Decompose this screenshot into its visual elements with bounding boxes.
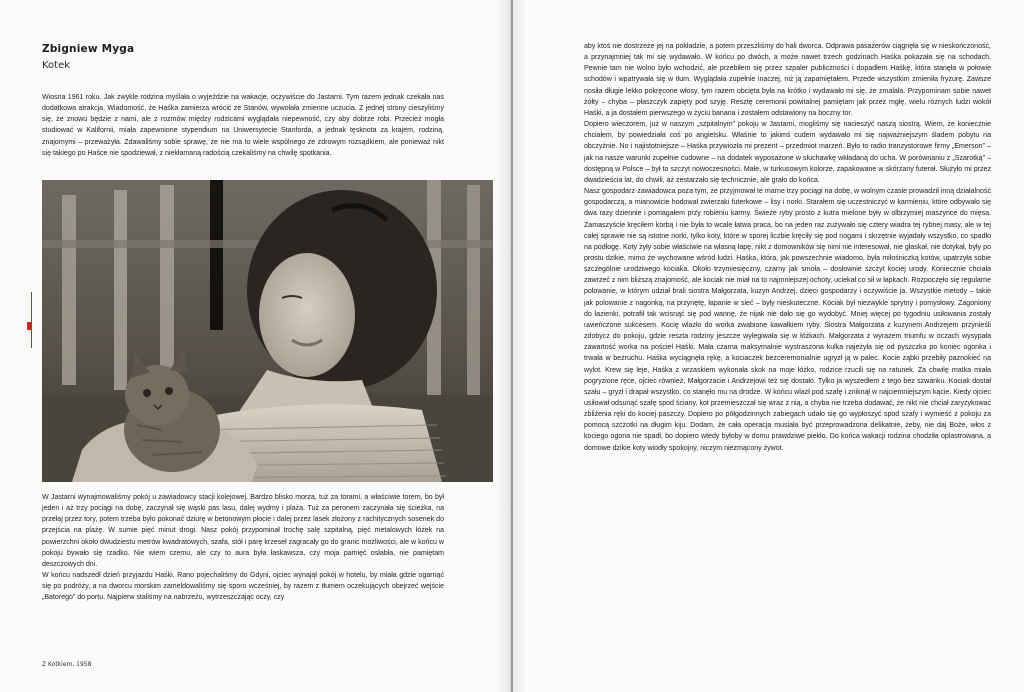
paragraph-arrival: W końcu nadszedł dzień przyjazdu Haśki. Rano pojechaliśmy do Gdyni, ojciec wynajął pokój w hotelu, by miała gdzie ogarnąć się po podróży, a na dworcu morskim zameldowaliśmy się sporo wcześniej, by razem z tłumem oczekujących obejrzeć wejście „Batorego” do portu. Najpierw staliśmy na nabrzeżu, wytrzeszczając oczy, czy bbox=[42, 572, 444, 602]
left-page bbox=[0, 0, 511, 692]
paragraph-harbor: aby ktoś nie dostrzeże jej na pokładzie, a potem przeszliśmy do hali dworca. Odprawa pasażerów ciągnęła się w nieskończoność, a przynajmniej tak mi się wydawało. W końcu po dwóch, a może nawet trzech godzinach Haśka pokazała się na schodach. Pewnie tam nie wolno było wchodzić, ale przebiłem się przez szpaler publiczności i dopadłem Haśkę, która stanęła w połowie schodów i wpatrywała się w tłum. Wyglądała zupełnie inaczej, niż ją zapamiętałem. Przede wszystkim zmieniła fryzurę. Zawsze nosiła długie lekko pokręcone włosy, tym razem obcięta była na krótko i wydawało mi się, że zmalała. Przypominam sobie nawet żółty – chyba – płaszczyk zapięty pod szyję. Resztę ceremonii powitalnej pamiętam jak przez mgłę, wielu różnych ludzi wokół Haśki, a ja dostałem pierwszego w życiu banana i zostałem odstawiony na boczny tor. bbox=[584, 43, 991, 117]
story-title: Kotek bbox=[42, 60, 71, 71]
author-name: Zbigniew Myga bbox=[42, 43, 135, 55]
paragraph-rooms: W Jastarni wynajmowaliśmy pokój u zawiadowcy stacji kolejowej. Bardzo blisko morza, tuż za torami, a właściwie torem, bo był jeden i aż trzy pociągi na dobę, zaczynał się wąski pas lasu, dalej wydmy i plaża. Tuż za peronem zaczynała się ścieżka, na przełaj przez tory, potem trzeba było pokonać dziurę w betonowym płocie i dalej przez lasek złożony z rachitycznych sosenek do przejścia na plażę. W sumie pięć minut drogi. Nasz pokój przypominał trochę salę szpitalną, pięć metalowych łóżek na powierzchni około dwudziestu metrów kwadratowych, szafa, stół i parę krzeseł zagracały go do granic możliwości, ale w końcu w pokoju bywało się rzadko. Nie wiem czemu, ale czy to aura była łaskawsza, czy moja pamięć osłabła, nie pamiętam deszczowych dni. bbox=[42, 494, 444, 568]
paragraph-jastarnia bbox=[42, 492, 444, 604]
paragraph-radio: Dopiero wieczorem, już w naszym „szpitalnym” pokoju w Jastarni, mogliśmy się nacieszyć naszą siostrą. Wiem, że koniecznie chciałem, by powiedziała coś po angielsku. Właśnie to jakimś cudem wydawało mi się najważniejszym śladem pobytu na obczyźnie. No i najistotniejsze – Haśka przywiozła mi prezent – przedmiot marzeń. Było to radio tranzystorowe firmy „Emerson” – jak na nasze warunki zupełnie cudowne – na dodatek wyposażone w słuchawkę wkładaną do ucha. W porównaniu z „Szarotką” – dostępną w Polsce – był to szczyt nowoczesności. Małe, w turkusowym kolorze, zapakowane w skórzany futerał. Służyło mi przez dwadzieścia lat, do chwili, aż zestarzało się technicznie, ale grało do końca. bbox=[584, 121, 991, 184]
section-marker bbox=[27, 322, 31, 330]
gutter-shadow bbox=[513, 0, 527, 692]
section-marker-line bbox=[31, 292, 32, 348]
gutter-shadow bbox=[496, 0, 510, 692]
photo-caption: Z Kotkiem, 1958 bbox=[42, 661, 92, 668]
photo-girl-with-cat bbox=[42, 180, 493, 482]
right-page bbox=[513, 0, 1024, 692]
paragraph-column-right bbox=[584, 41, 991, 454]
paragraph-kitten: Nasz gospodarz-zawiadowca poza tym, że przyjmował te marne trzy pociągi na dobę, w wolnym czasie prowadził inną działalność gospodarczą, a mianowicie hodował zwierzaki futerkowe – lisy i norki. Starałem się uczestniczyć w karmieniu, które odbywało się dwa razy dziennie i pomagałem przy robieniu karmy. Świeże ryby prosto z kutra mielone były w olbrzymiej maszynce do mięsa. Zamaszyście kręciłem korbą i nie była to wcale łatwa praca, bo na jeden raz zużywało się cztery wiadra tej rybnej masy, ale w tej całej sprawie nie są istotne norki, tylko koty, które w sporej liczbie kręciły się pod nogami i skrzętnie wyjadały wszystko, co spadło na podłogę. Koty żyły sobie właściwie na własną łapę, nikt z domowników się nimi nie interesował, nie głaskał, nie dotykał, były po prostu dzikie, mimo że wychowane wśród ludzi. Haśka, która, jak powszechnie wiadomo, była miłośniczką kotów, upatrzyła sobie szczególnie urodziwego kociaka. Około trzymiesięczny, czarny jak smoła – dosłownie szczyt kociej urody. Koniecznie chciała zawrzeć z nim bliższą znajomość, ale kociak nie miał na to najmniejszej ochoty, uciekał co sił w łapkach. Rozpoczęło się regularne polowanie, w którym udział brali siostra Małgorzata, kuzyn Andrzej, dzieci gospodarzy i oczywiście ja. Wszystkie metody – takie jak polowanie z nagonką, na przynętę, łapanie w sieć – były nieskuteczne. Kociak był niezwykle sprytny i pomysłowy. Zagoniony do łazienki, potrafił tak wcisnąć się pod wannę, że nijak nie dało się go wydobyć. Mniej więcej po tygodniu usiłowania zostały uwieńczone sukcesem. Kocię wlazło do worka zwabione kawałkiem ryby. Siostra Małgorzata z kuzynem Andrzejem przynieśli zdobycz do pokoju, gdzie reszta rodziny jeszcze wylegiwała się w łóżkach. Małgorzata z wyrazem triumfu w oczach wysypała zawartość worka na pościel Haśki. Mała czarna maksymalnie wystraszona kulka najeżyła się od pyszczka po koniec ogonka i trwała w bezruchu. Haśka wyciągnęła rękę, a kociaczek bezceremonialnie ugryzł ją w palec. Kocie ząbki przebiły paznokieć na wylot. Krew się leje, Haśka z wrzaskiem wykonała skok na moje łóżko, rodzice rzucili się na ratunek. Za chwilę matka miała pogryzione ręce, ojciec również, Małgorzacie i Andrzejowi też się dostało. Tylko ja wyszedłem z tego bez szwanku. Kociak dostał szału – gryzł i drapał wszystko, co stanęło mu na drodze. W końcu wlazł pod szafę i zniknął w najciemniejszym kącie. Kiedy ojciec usiłował odsunąć szafę spod ściany, kot przemieszczał się wraz z nią, a chyba nie trzeba dodawać, że nikt nie chciał zaryzykować zbliżenia ręki do kociej paszczy. Dopiero po półgodzinnych zabiegach udało się go wypłoszyć spod szafy i wymieść z pokoju za pomocą szczotki na długim kiju. Dodam, że cała operacja musiała być przeprowadzona delikatnie, żeby, nie daj Boże, włos z kociego ogona nie spadł, bo dopiero wtedy byłoby w domu prawdziwe piekło. Do końca wakacji rodzina chodziła oplastrowana, a domowe dzikie koty wiodły spokojny, niczym niezmącony żywot. bbox=[584, 188, 991, 452]
paragraph-intro: Wiosna 1961 roku. Jak zwykle rodzina myślała o wyjeździe na wakacje, oczywiście do Jastarni. Tym razem jednak czekała nas dodatkowa atrakcja. Wiadomość, że Haśka zamierza wrócić ze Stanów, wywołała zmienne uczucia. Z jednej strony cieszyliśmy się, że znowu będzie z nami, ale z rozmów między rodzicami wyglądała niepewność, czy aby dobrze robi. Przecież mogła studiować w Kalifornii, miała zapewnione stypendium na Uniwersytecie Stanforda, a jednak tęsknota za krajem, rodziną, znajomymi – przeważyła. Zdawaliśmy sobie sprawę, że nie ma to wiele wspólnego ze zdrowym rozsądkiem, ale ponieważ nikt się takiego po Haśce nie spodziewał, z niekłamaną radością czekaliśmy na chwilę spotkania. bbox=[42, 94, 444, 157]
